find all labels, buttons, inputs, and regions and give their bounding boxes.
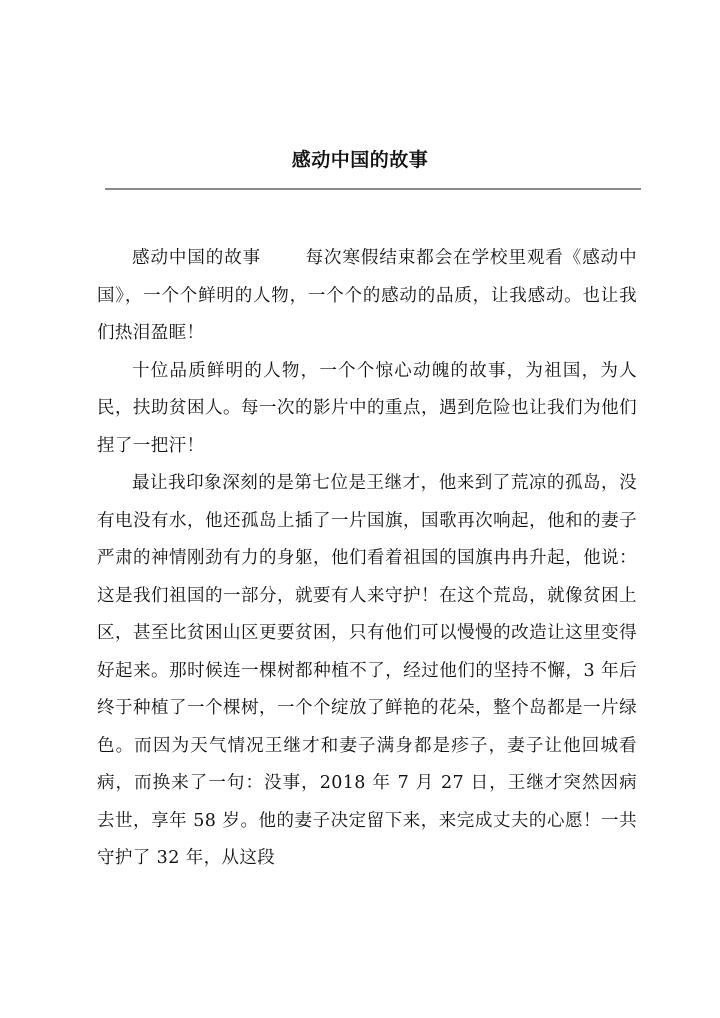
paragraph-text: 每次寒假结束都会在学校里观看《感动中国》，一个个鲜明的人物，一个个的感动的品质，让我感动。也让我们热泪盈眶！ xyxy=(97,248,637,343)
paragraph: 最让我印象深刻的是第七位是王继才，他来到了荒凉的孤岛，没有电没有水，他还孤岛上插了一片国旗，国歌再次响起，他和的妻子严肃的神情刚劲有力的身躯，他们看着祖国的国旗冉冉升起，他说：这是我们祖国的一部分，就要有人来守护！在这个荒岛，就像贫困上区，甚至比贫困山区更要贫困，只有他们可以慢慢的改造让这里变得好起来。那时候连一棵树都种植不了，经过他们的坚持不懈，3 年后终于种植了一个棵树，一个个绽放了鲜艳的花朵，整个岛都是一片绿色。而因为天气情况王继才和妻子满身都是疹子，妻子让他回城看病，而换来了一句：没事，2018 年 7 月 27 日，王继才突然因病去世，享年 58 岁。他的妻子决定留下来，来完成丈夫的心愿！一共守护了 32 年，从这段 xyxy=(97,473,637,868)
document-body xyxy=(97,240,637,878)
paragraph-lead: 感动中国的故事 xyxy=(132,248,262,268)
document-title: 感动中国的故事 xyxy=(291,149,429,171)
title-divider xyxy=(105,188,641,190)
paragraph: 十位品质鲜明的人物，一个个惊心动魄的故事，为祖国，为人民，扶助贫困人。每一次的影片中的重点，遇到危险也让我们为他们捏了一把汗！ xyxy=(97,360,637,456)
paragraph xyxy=(97,240,637,353)
